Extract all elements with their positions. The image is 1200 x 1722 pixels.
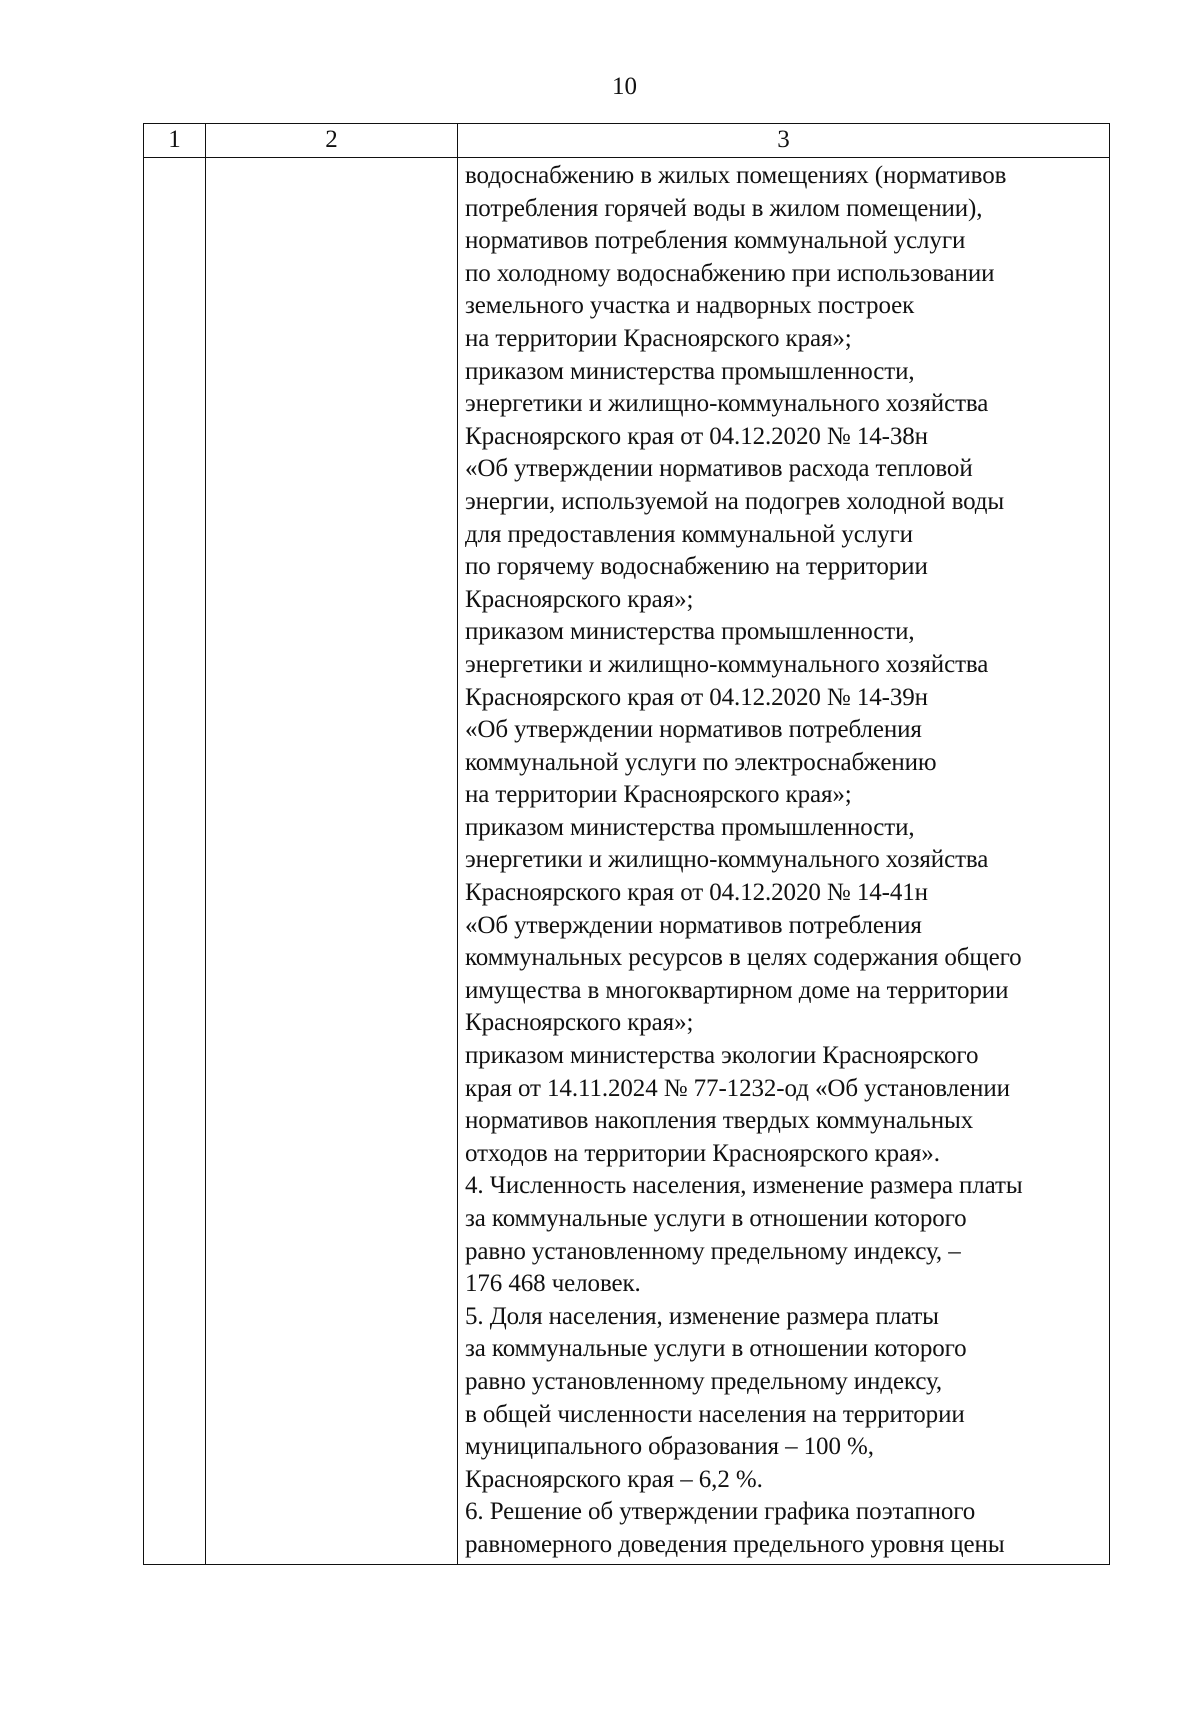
text-line: равно установленному предельному индексу, bbox=[465, 1367, 943, 1395]
text-line: нормативов накопления твердых коммунальных bbox=[465, 1107, 974, 1135]
text-line: за коммунальные услуги в отношении которого bbox=[465, 1205, 967, 1232]
text-line: в общей численности населения на территории bbox=[465, 1400, 965, 1428]
table-cell-column-2 bbox=[206, 158, 458, 1565]
document-table bbox=[143, 123, 1110, 1565]
table-cell-column-1 bbox=[144, 158, 206, 1565]
text-line: потребления горячей воды в жилом помещении), bbox=[465, 194, 983, 222]
text-line: коммунальной услуги по электроснабжению bbox=[465, 748, 937, 776]
text-line: равномерного доведения предельного уровня цены bbox=[465, 1530, 1005, 1558]
text-line: Красноярского края»; bbox=[465, 585, 694, 613]
text-line: «Об утверждении нормативов потребления bbox=[465, 716, 922, 744]
text-line: энергетики и жилищно-коммунального хозяйства bbox=[465, 390, 989, 418]
text-line: «Об утверждении нормативов потребления bbox=[465, 911, 922, 939]
text-line: приказом министерства промышленности, bbox=[465, 357, 915, 385]
text-line: равно установленному предельному индексу, – bbox=[465, 1237, 961, 1265]
text-line: Красноярского края»; bbox=[465, 1009, 694, 1037]
table-header-row bbox=[144, 124, 1110, 158]
text-line: на территории Красноярского края»; bbox=[465, 324, 852, 352]
column-header-3: 3 bbox=[458, 124, 1110, 158]
text-line: Красноярского края от 04.12.2020 № 14-41н bbox=[465, 879, 928, 907]
text-line: водоснабжению в жилых помещениях (нормативов bbox=[465, 162, 1007, 189]
text-line: приказом министерства экологии Красноярского bbox=[465, 1042, 979, 1070]
text-line: Красноярского края от 04.12.2020 № 14-39н bbox=[465, 683, 928, 711]
text-line: края от 14.11.2024 № 77-1232-од «Об установлении bbox=[465, 1074, 1010, 1102]
text-line: на территории Красноярского края»; bbox=[465, 781, 852, 809]
text-line: имущества в многоквартирном доме на территории bbox=[465, 976, 1009, 1004]
text-line: приказом министерства промышленности, bbox=[465, 813, 915, 841]
text-line: 4. Численность населения, изменение размера платы bbox=[465, 1172, 1023, 1200]
text-line: муниципального образования – 100 %, bbox=[465, 1433, 874, 1461]
text-line: коммунальных ресурсов в целях содержания общего bbox=[465, 944, 1022, 972]
text-line: отходов на территории Красноярского края». bbox=[465, 1139, 940, 1167]
column-header-2: 2 bbox=[206, 124, 458, 158]
text-line: земельного участка и надворных построек bbox=[465, 292, 915, 320]
text-line: Красноярского края – 6,2 %. bbox=[465, 1465, 763, 1493]
text-line: 176 468 человек. bbox=[465, 1270, 641, 1298]
table-cell-column-3 bbox=[458, 158, 1110, 1565]
text-line: для предоставления коммунальной услуги bbox=[465, 520, 913, 548]
text-line: энергетики и жилищно-коммунального хозяйства bbox=[465, 650, 989, 678]
text-line: по холодному водоснабжению при использовании bbox=[465, 259, 995, 287]
text-line: 5. Доля населения, изменение размера платы bbox=[465, 1302, 939, 1330]
table-row bbox=[144, 158, 1110, 1565]
text-line: приказом министерства промышленности, bbox=[465, 618, 915, 646]
text-line: нормативов потребления коммунальной услуги bbox=[465, 227, 966, 255]
text-line: по горячему водоснабжению на территории bbox=[465, 553, 928, 581]
page-number: 10 bbox=[612, 73, 637, 100]
text-line: 6. Решение об утверждении графика поэтапного bbox=[465, 1498, 976, 1526]
text-line: за коммунальные услуги в отношении которого bbox=[465, 1335, 967, 1363]
text-line: «Об утверждении нормативов расхода тепловой bbox=[465, 455, 973, 483]
text-line: энергии, используемой на подогрев холодной воды bbox=[465, 487, 1005, 515]
column-header-1: 1 bbox=[144, 124, 206, 158]
text-line: энергетики и жилищно-коммунального хозяйства bbox=[465, 846, 989, 874]
text-line: Красноярского края от 04.12.2020 № 14-38н bbox=[465, 422, 928, 450]
